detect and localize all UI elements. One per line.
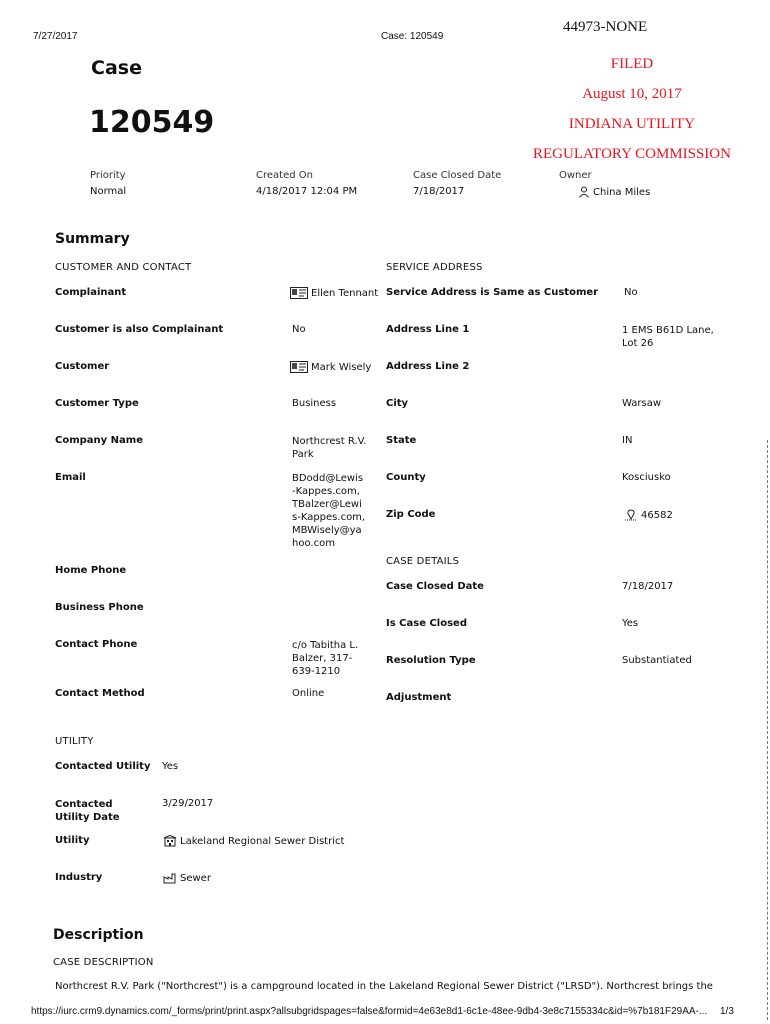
county-value: Kosciusko bbox=[622, 472, 671, 483]
company-name-value: Northcrest R.V. Park bbox=[292, 436, 367, 460]
address-line1-value: 1 EMS B61D Lane, Lot 26 bbox=[622, 325, 714, 349]
customer-also-complainant-value: No bbox=[292, 324, 306, 335]
customer-type-label: Customer Type bbox=[55, 398, 139, 409]
utility-name[interactable]: Lakeland Regional Sewer District bbox=[180, 836, 345, 847]
address-line2-label: Address Line 2 bbox=[386, 361, 470, 372]
city-label: City bbox=[386, 398, 409, 409]
customer-label: Customer bbox=[55, 361, 110, 372]
email-value[interactable]: BDodd@Lewis-Kappes.com, TBalzer@Lewis-Kappes.com, MBWisely@yahoo.com bbox=[292, 473, 366, 549]
owner-name[interactable]: China Miles bbox=[593, 187, 651, 198]
building-icon bbox=[163, 835, 177, 850]
zip-code-label: Zip Code bbox=[386, 509, 436, 520]
company-name-label: Company Name bbox=[55, 435, 143, 446]
created-label: Created On bbox=[256, 170, 313, 181]
owner-value[interactable] bbox=[578, 186, 650, 201]
stamp-filed: FILED bbox=[610, 56, 654, 72]
complainant-value[interactable] bbox=[290, 287, 378, 302]
industry-value[interactable] bbox=[163, 872, 211, 887]
zip-code-text[interactable]: 46582 bbox=[641, 510, 673, 521]
customer-also-complainant-label: Customer is also Complainant bbox=[55, 324, 224, 335]
state-value: IN bbox=[622, 435, 633, 446]
contacted-utility-date-label: Contacted Utility Date bbox=[55, 799, 120, 823]
service-same-value: No bbox=[624, 287, 638, 298]
contacted-utility-value: Yes bbox=[162, 761, 179, 772]
contact-card-icon bbox=[290, 361, 308, 376]
utility-label: Utility bbox=[55, 835, 90, 846]
priority-value: Normal bbox=[90, 186, 127, 197]
email-label: Email bbox=[55, 472, 86, 483]
contact-phone-label: Contact Phone bbox=[55, 639, 138, 650]
county-label: County bbox=[386, 472, 426, 483]
detail-closed-date-label: Case Closed Date bbox=[386, 581, 484, 592]
contact-method-label: Contact Method bbox=[55, 688, 145, 699]
print-case-ref: Case: 120549 bbox=[381, 31, 444, 42]
priority-label: Priority bbox=[90, 170, 126, 181]
customer-type-value: Business bbox=[292, 398, 337, 409]
details-caption: CASE DETAILS bbox=[386, 556, 460, 567]
stamp-agency-2: REGULATORY COMMISSION bbox=[533, 146, 731, 162]
contact-method-value: Online bbox=[292, 688, 325, 699]
industry-name[interactable]: Sewer bbox=[180, 873, 211, 884]
description-heading: Description bbox=[53, 927, 144, 943]
customer-caption: CUSTOMER AND CONTACT bbox=[55, 262, 192, 273]
business-phone-label: Business Phone bbox=[55, 602, 144, 613]
owner-label: Owner bbox=[559, 170, 592, 181]
customer-value[interactable] bbox=[290, 361, 371, 376]
contacted-utility-date-value: 3/29/2017 bbox=[162, 798, 214, 809]
industry-icon bbox=[163, 872, 177, 887]
is-case-closed-value: Yes bbox=[622, 618, 639, 629]
state-label: State bbox=[386, 435, 417, 446]
user-icon bbox=[578, 186, 590, 201]
zip-code-value[interactable] bbox=[624, 509, 673, 524]
contact-phone-value: c/o Tabitha L. Balzer, 317-639-1210 bbox=[292, 640, 359, 677]
customer-name[interactable]: Mark Wisely bbox=[311, 362, 372, 373]
print-date: 7/27/2017 bbox=[33, 31, 78, 42]
is-case-closed-label: Is Case Closed bbox=[386, 618, 467, 629]
stamp-agency-1: INDIANA UTILITY bbox=[568, 116, 696, 132]
service-same-label: Service Address is Same as Customer bbox=[386, 287, 599, 298]
page-number: 1/3 bbox=[720, 1006, 734, 1017]
closed-value: 7/18/2017 bbox=[413, 186, 465, 197]
service-caption: SERVICE ADDRESS bbox=[386, 262, 483, 273]
closed-label: Case Closed Date bbox=[413, 170, 502, 181]
summary-heading: Summary bbox=[55, 231, 130, 247]
case-number: 120549 bbox=[89, 105, 215, 140]
resolution-type-label: Resolution Type bbox=[386, 655, 476, 666]
page-edge-line bbox=[767, 440, 769, 1020]
contact-card-icon bbox=[290, 287, 308, 302]
city-value: Warsaw bbox=[622, 398, 662, 409]
page-title: Case bbox=[91, 57, 142, 79]
home-phone-label: Home Phone bbox=[55, 565, 127, 576]
resolution-type-value: Substantiated bbox=[622, 655, 692, 666]
contacted-utility-label: Contacted Utility bbox=[55, 761, 151, 772]
footer-url: https://iurc.crm9.dynamics.com/_forms/print/print.aspx?allsubgridspages=false&formid=4e63e8d1-6c1e-48ee-9db4-3e8c7155334c&id=%7b181F29AA-... bbox=[31, 1006, 708, 1017]
address-line1-label: Address Line 1 bbox=[386, 324, 470, 335]
case-description-text: Northcrest R.V. Park ("Northcrest") is a campground located in the Lakeland Regional Sewer District ("LRSD"). Northcrest brings the bbox=[55, 981, 713, 992]
case-description-caption: CASE DESCRIPTION bbox=[53, 957, 154, 968]
stamp-date: August 10, 2017 bbox=[582, 86, 682, 102]
utility-caption: UTILITY bbox=[55, 736, 94, 747]
adjustment-label: Adjustment bbox=[386, 692, 452, 703]
utility-value[interactable] bbox=[163, 835, 344, 850]
docket-number: 44973-NONE bbox=[563, 19, 648, 35]
industry-label: Industry bbox=[55, 872, 103, 883]
complainant-name[interactable]: Ellen Tennant bbox=[311, 288, 379, 299]
location-pin-icon bbox=[624, 509, 638, 524]
detail-closed-date-value: 7/18/2017 bbox=[622, 581, 674, 592]
complainant-label: Complainant bbox=[55, 287, 127, 298]
created-value: 4/18/2017 12:04 PM bbox=[256, 186, 358, 197]
